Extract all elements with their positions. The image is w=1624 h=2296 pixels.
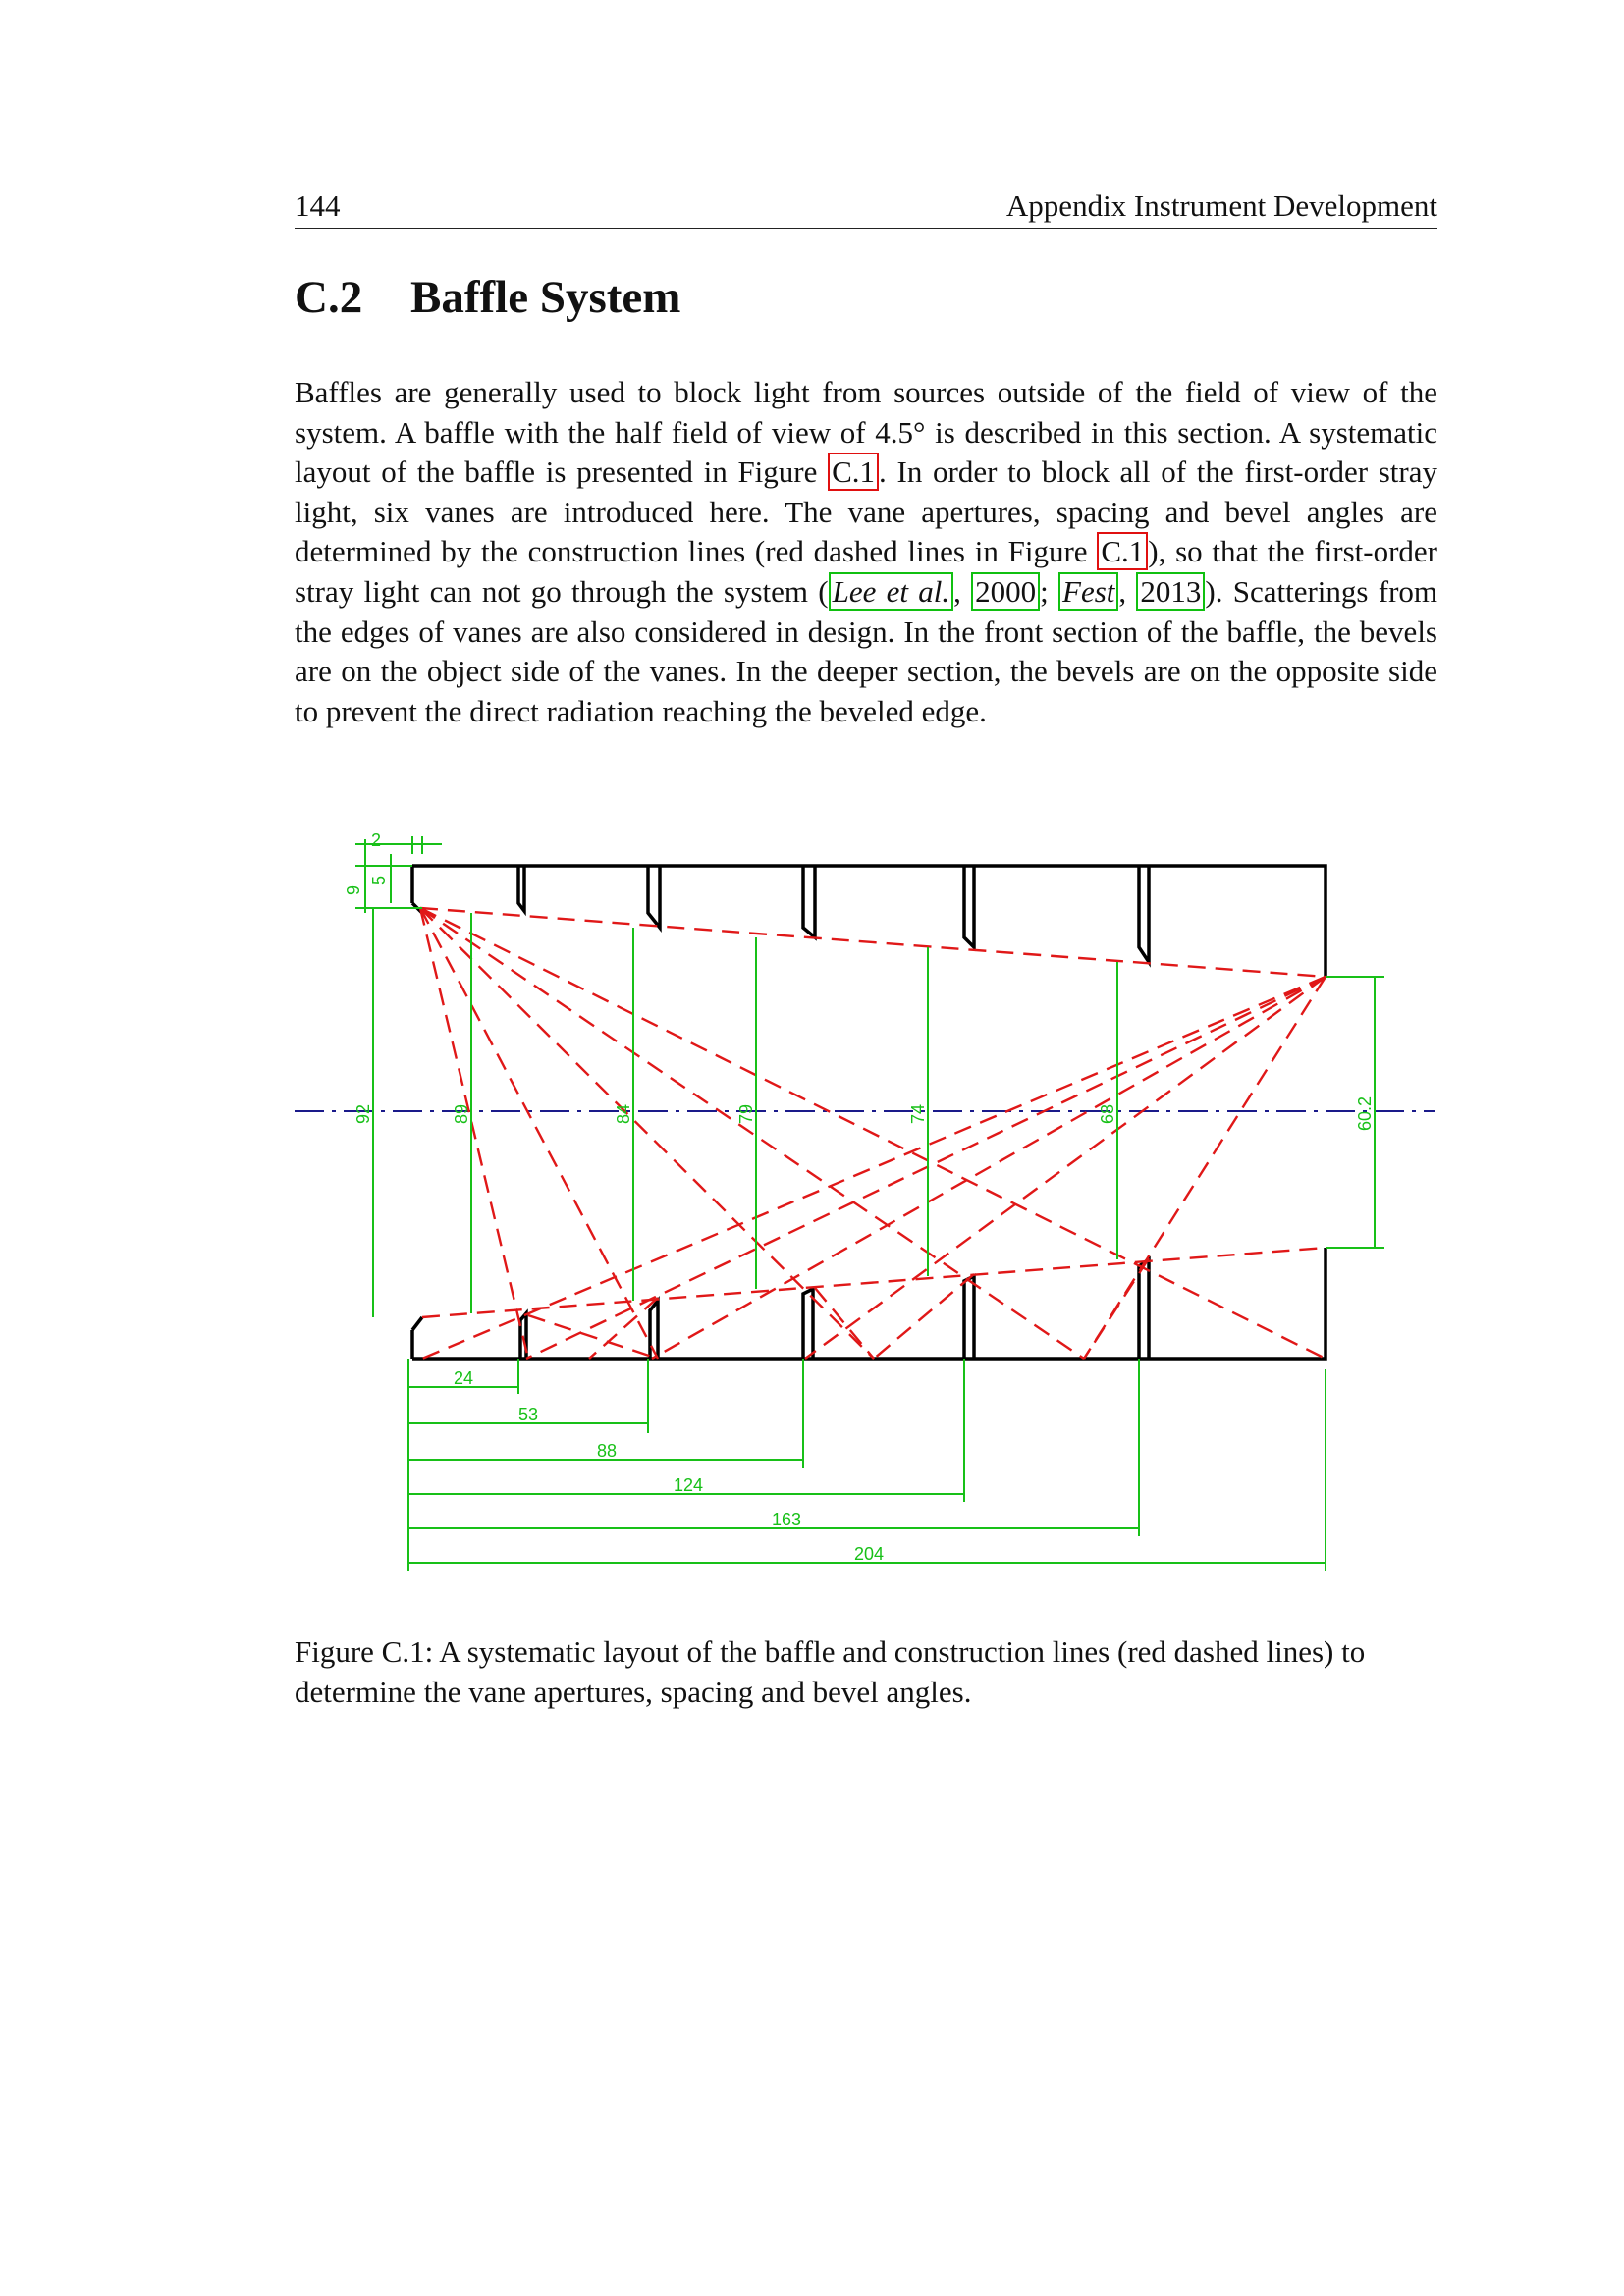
section-title: Baffle System <box>410 272 681 323</box>
dim-spacing-163: 163 <box>772 1510 802 1529</box>
para-text-1: Baffles are generally used to block light from sources outside of the field of view of the system. A baffle with the half field of view of 4.5° is described in this section. A systematic layout of the baffle is presented in Figure <box>295 375 1437 490</box>
dim-aperture-74: 74 <box>908 1103 928 1124</box>
citation-separator: , <box>953 573 972 609</box>
running-title: Appendix Instrument Development <box>1005 188 1437 223</box>
baffle-figure <box>285 820 1443 1585</box>
dimension-lines <box>355 836 1384 1571</box>
dim-top-5: 5 <box>369 875 389 885</box>
dim-aperture-89: 89 <box>452 1103 471 1124</box>
dim-top-9: 9 <box>344 884 363 895</box>
dim-aperture-84: 84 <box>614 1103 633 1124</box>
para-text-2: . In order to block all of the first-order stray light, six vanes are introduced here. The vane apertures, spacing and bevel angles are determined by the construction lines (red dashed lines in Figure <box>295 454 1437 569</box>
citation-link[interactable]: Fest <box>1058 572 1118 611</box>
dim-aperture-60-2: 60.2 <box>1355 1095 1375 1131</box>
citation-year-link[interactable]: 2000 <box>971 572 1040 611</box>
citation-year-link[interactable]: 2013 <box>1136 572 1205 611</box>
section-heading <box>295 271 680 324</box>
section-number: C.2 <box>295 272 363 323</box>
dim-spacing-88: 88 <box>597 1441 618 1461</box>
dim-spacing-53: 53 <box>518 1405 539 1424</box>
figure-ref-link[interactable]: C.1 <box>1097 532 1148 570</box>
figure-caption: Figure C.1: A systematic layout of the baffle and construction lines (red dashed lines) to determine the vane apertures, spacing and bevel angles. <box>295 1634 1366 1709</box>
construction-lines <box>420 908 1326 1359</box>
page-number: 144 <box>295 188 341 223</box>
figure-ref-link[interactable]: C.1 <box>828 453 879 491</box>
body-paragraph <box>295 373 1437 731</box>
para-text-3: ), so that the first-order stray light can not go through the system ( <box>295 534 1437 609</box>
dim-spacing-24: 24 <box>454 1368 474 1388</box>
para-text-4: ). Scatterings from the edges of vanes are also considered in design. In the front section of the baffle, the bevels are on the object side of the vanes. In the deeper section, the bevels are on the opposite side to prevent the direct radiation reaching the beveled edge. <box>295 573 1438 728</box>
dim-top-2: 2 <box>371 830 382 850</box>
running-header <box>295 188 1437 229</box>
dim-aperture-68: 68 <box>1098 1103 1117 1124</box>
citation-link[interactable]: Lee et al. <box>829 572 954 611</box>
citation-separator: , <box>1118 573 1137 609</box>
dim-aperture-79: 79 <box>736 1103 756 1124</box>
dim-spacing-204: 204 <box>854 1544 885 1564</box>
dim-spacing-124: 124 <box>674 1475 704 1495</box>
dim-aperture-92: 92 <box>353 1103 373 1124</box>
citation-separator: ; <box>1040 573 1059 609</box>
